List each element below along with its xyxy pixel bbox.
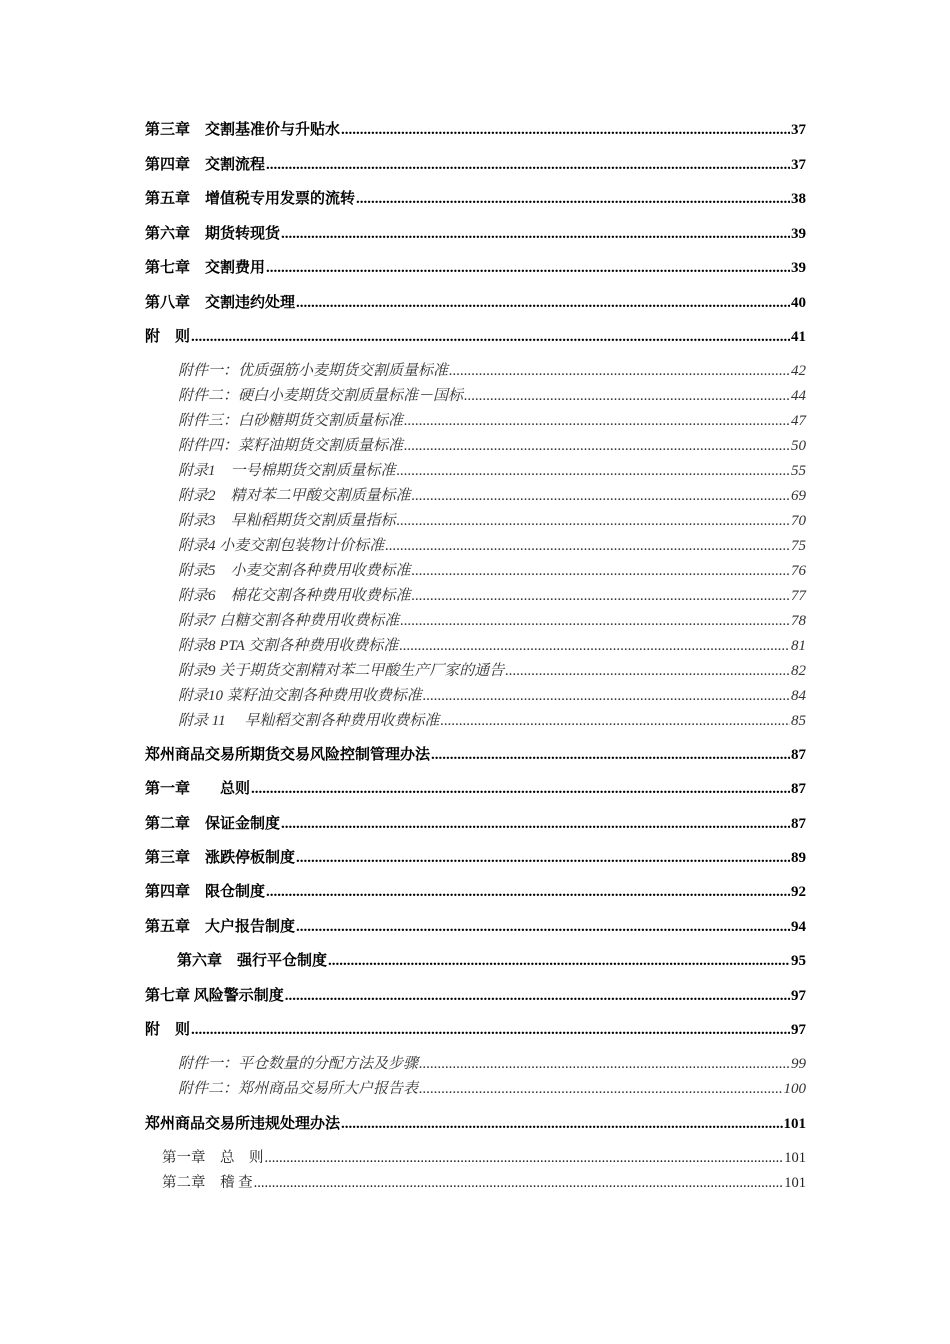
toc-entry[interactable]: 第一章 总则 ..... 87 (145, 777, 806, 798)
toc-subentry[interactable]: 附件三：白砂糖期货交割质量标准 ..... 47 (178, 409, 806, 430)
toc-subentry[interactable]: 附录10 菜籽油交割各种费用收费标准 ..... 84 (178, 684, 806, 705)
toc-entry[interactable]: 第六章 强行平仓制度 ..... 95 (177, 949, 806, 970)
toc-entry[interactable]: 第七章 交割费用 ..... 39 (145, 256, 806, 277)
toc-subentry[interactable]: 附件一：平仓数量的分配方法及步骤 ..... 99 (178, 1052, 806, 1073)
toc-entry[interactable]: 第七章 风险警示制度 ..... 97 (145, 984, 806, 1005)
toc-subentry[interactable]: 附录1 一号棉期货交割质量标准 ..... 55 (178, 459, 806, 480)
toc-subentry[interactable]: 第二章 稽 查 ..... 101 (162, 1171, 806, 1192)
toc-entry[interactable]: 第五章 大户报告制度 ..... 94 (145, 915, 806, 936)
toc-subentry[interactable]: 附录 11 早籼稻交割各种费用收费标准 ..... 85 (178, 709, 806, 730)
toc-entry[interactable]: 第六章 期货转现货 ..... 39 (145, 222, 806, 243)
toc-entry[interactable]: 第四章 交割流程 ..... 37 (145, 153, 806, 174)
toc-subentry[interactable]: 附录7 白糖交割各种费用收费标准 ..... 78 (178, 609, 806, 630)
toc-subentry[interactable]: 附件四：菜籽油期货交割质量标准 ..... 50 (178, 434, 806, 455)
toc-subentry[interactable]: 附录8 PTA 交割各种费用收费标准 ..... 81 (178, 634, 806, 655)
toc-subentry[interactable]: 附录4 小麦交割包装物计价标准 ..... 75 (178, 534, 806, 555)
toc-entry[interactable]: 第八章 交割违约处理 ..... 40 (145, 291, 806, 312)
toc-subentry[interactable]: 第一章 总 则 ..... 101 (162, 1146, 806, 1167)
toc-subentry[interactable]: 附录9 关于期货交割精对苯二甲酸生产厂家的通告 ..... 82 (178, 659, 806, 680)
toc-subentry[interactable]: 附件二：硬白小麦期货交割质量标准－国标 ..... 44 (178, 384, 806, 405)
toc-subentry[interactable]: 附录6 棉花交割各种费用收费标准 ..... 77 (178, 584, 806, 605)
toc-entry[interactable]: 第二章 保证金制度 ..... 87 (145, 812, 806, 833)
toc-entry[interactable]: 第五章 增值税专用发票的流转 ..... 38 (145, 187, 806, 208)
toc-entry[interactable]: 第三章 涨跌停板制度 ..... 89 (145, 846, 806, 867)
toc-subentry[interactable]: 附录2 精对苯二甲酸交割质量标准 ..... 69 (178, 484, 806, 505)
toc-entry[interactable]: 附 则 ..... 97 (145, 1018, 806, 1039)
toc-subentry[interactable]: 附录5 小麦交割各种费用收费标准 ..... 76 (178, 559, 806, 580)
toc-entry[interactable]: 第四章 限仓制度 ..... 92 (145, 880, 806, 901)
toc-entry[interactable]: 郑州商品交易所期货交易风险控制管理办法 ..... 87 (145, 743, 806, 764)
toc-entry[interactable]: 第三章 交割基准价与升贴水 ..... 37 (145, 118, 806, 139)
toc-subentry[interactable]: 附件二：郑州商品交易所大户报告表 ..... 100 (178, 1077, 806, 1098)
toc-subentry[interactable]: 附录3 早籼稻期货交割质量指标 ..... 70 (178, 509, 806, 530)
toc-entry[interactable]: 附 则 ..... 41 (145, 325, 806, 346)
toc-subentry[interactable]: 附件一：优质强筋小麦期货交割质量标准 ..... 42 (178, 359, 806, 380)
toc-entry[interactable]: 郑州商品交易所违规处理办法 ..... 101 (145, 1112, 806, 1133)
